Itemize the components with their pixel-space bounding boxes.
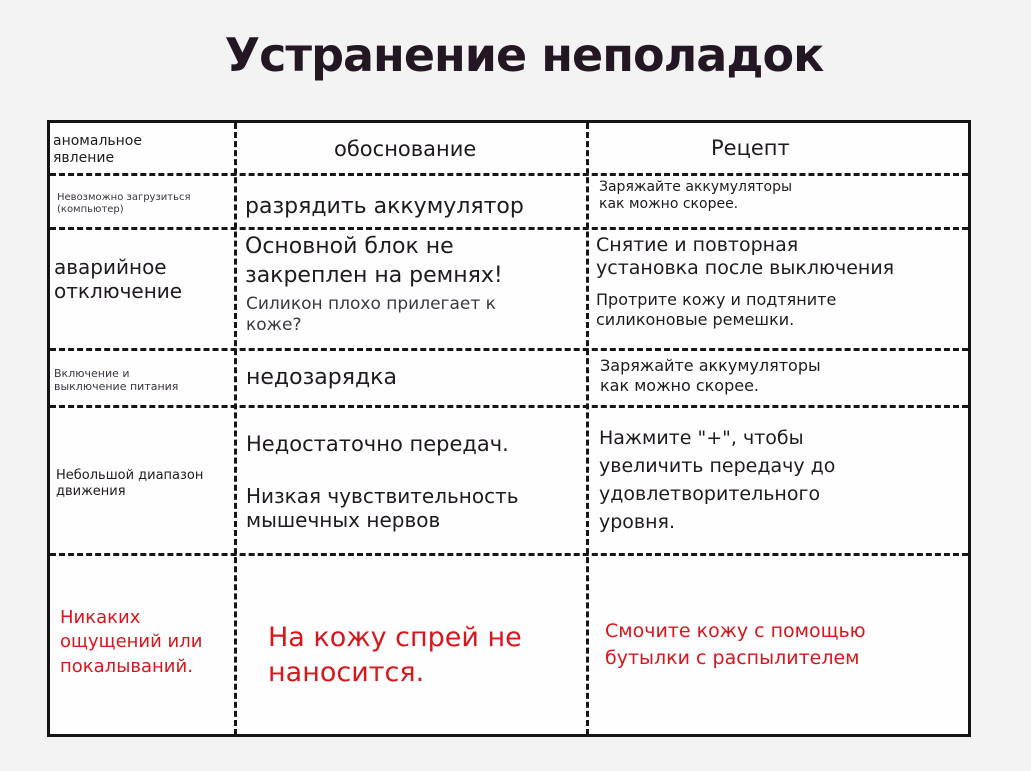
row5-reason: На кожу спрей не наносится. [268, 622, 522, 689]
row1-reason: разрядить аккумулятор [245, 194, 524, 219]
row-divider [50, 553, 968, 556]
row4-recipe: Нажмите "+", чтобы увеличить передачу до удовлетворительного уровня. [599, 427, 836, 533]
row2-phenomenon: аварийное отключение [54, 255, 183, 304]
header-phenomenon: аномальное явление [53, 133, 142, 167]
column-divider [234, 123, 237, 735]
row1-phenomenon: Невозможно загрузиться (компьютер) [57, 192, 191, 216]
row2-reason-sub: Силикон плохо прилегает к коже? [246, 294, 496, 335]
row4-reason-main: Недостаточно передач. [246, 432, 509, 456]
row3-recipe: Заряжайте аккумуляторы как можно скорее. [600, 356, 821, 395]
header-reason: обоснование [334, 137, 477, 161]
column-divider [586, 123, 589, 735]
row4-phenomenon: Небольшой диапазон движения [56, 468, 204, 499]
row-divider [50, 227, 968, 230]
header-recipe: Рецепт [711, 136, 790, 160]
row3-reason: недозарядка [246, 365, 397, 390]
row3-phenomenon: Включение и выключение питания [54, 367, 179, 394]
row2-recipe-main: Снятие и повторная установка после выключения [596, 234, 895, 280]
row2-recipe-sub: Протрите кожу и подтяните силиконовые ремешки. [596, 290, 837, 329]
row5-phenomenon: Никаких ощущений или покалываний. [60, 607, 203, 677]
row-divider [50, 173, 968, 176]
row4-reason-sub: Низкая чувствительность мышечных нервов [246, 484, 519, 533]
row1-recipe: Заряжайте аккумуляторы как можно скорее. [599, 179, 793, 213]
page-title: Устранение неполадок [224, 28, 824, 82]
row2-reason-main: Основной блок не закреплен на ремнях! [245, 234, 503, 288]
row-divider [50, 405, 968, 408]
row5-recipe: Смочите кожу с помощью бутылки с распылителем [605, 620, 866, 669]
row-divider [50, 348, 968, 351]
